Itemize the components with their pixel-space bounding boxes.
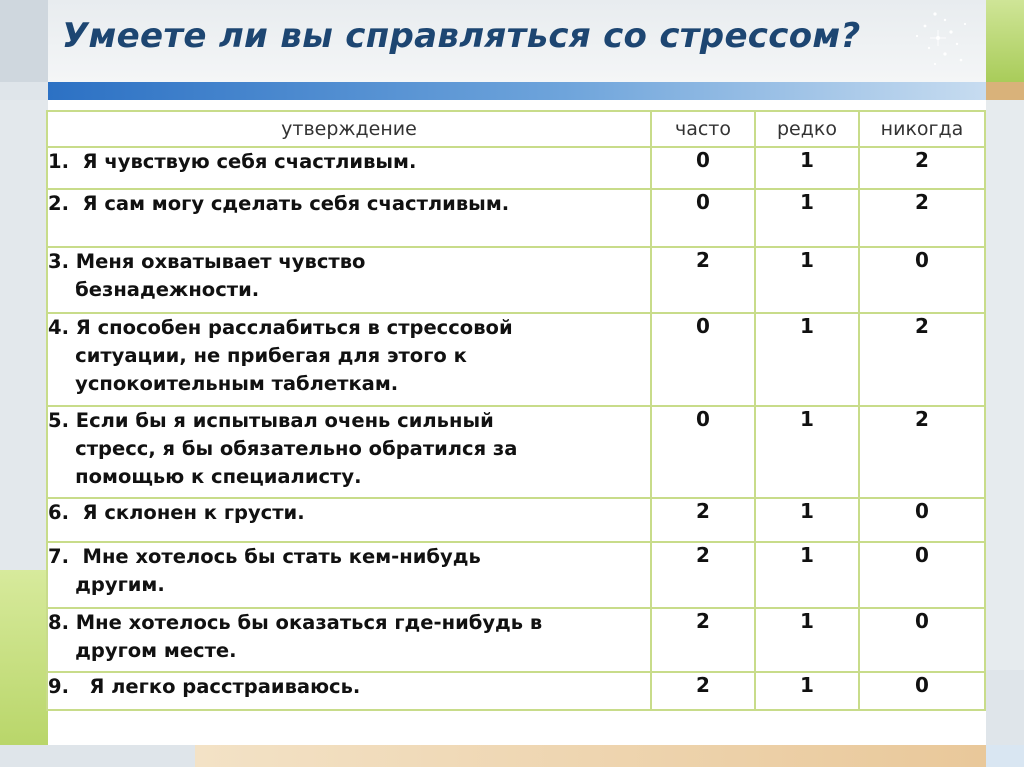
table-row	[47, 189, 985, 247]
often-cell: 0	[651, 313, 755, 406]
header-rarely: редко	[755, 111, 859, 147]
table-row	[47, 542, 985, 608]
bottom-decor-bar	[195, 745, 986, 767]
table-row	[47, 147, 985, 189]
rarely-cell: 1	[755, 247, 859, 313]
statement-cell: 6. Я склонен к грусти.	[47, 498, 651, 542]
never-cell: 0	[859, 498, 985, 542]
sparkle-icon	[905, 6, 975, 76]
table-row	[47, 247, 985, 313]
right-decor-strip	[986, 0, 1024, 767]
never-cell: 2	[859, 313, 985, 406]
often-cell: 0	[651, 147, 755, 189]
table-row	[47, 672, 985, 710]
table-header-row	[47, 111, 985, 147]
never-cell: 0	[859, 542, 985, 608]
never-cell: 2	[859, 189, 985, 247]
header-statement: утверждение	[47, 111, 651, 147]
table-row	[47, 498, 985, 542]
rarely-cell: 1	[755, 406, 859, 498]
never-cell: 0	[859, 672, 985, 710]
often-cell: 0	[651, 406, 755, 498]
table-row	[47, 406, 985, 498]
rarely-cell: 1	[755, 189, 859, 247]
header-never: никогда	[859, 111, 985, 147]
never-cell: 2	[859, 406, 985, 498]
rarely-cell: 1	[755, 672, 859, 710]
often-cell: 2	[651, 247, 755, 313]
bottom-decor-left	[48, 745, 195, 767]
never-cell: 2	[859, 147, 985, 189]
never-cell: 0	[859, 608, 985, 672]
never-cell: 0	[859, 247, 985, 313]
statement-cell: 9. Я легко расстраиваюсь.	[47, 672, 651, 710]
statement-cell: 2. Я сам могу сделать себя счастливым.	[47, 189, 651, 247]
accent-bar	[48, 82, 986, 100]
left-decor-strip	[0, 0, 48, 767]
rarely-cell: 1	[755, 498, 859, 542]
statement-cell: 7. Мне хотелось бы стать кем-нибудь другим.	[47, 542, 651, 608]
rarely-cell: 1	[755, 147, 859, 189]
often-cell: 2	[651, 542, 755, 608]
header-often: часто	[651, 111, 755, 147]
page-title: Умеете ли вы справляться со стрессом?	[62, 16, 861, 56]
table-row	[47, 608, 985, 672]
often-cell: 2	[651, 672, 755, 710]
rarely-cell: 1	[755, 608, 859, 672]
often-cell: 0	[651, 189, 755, 247]
table-row	[47, 313, 985, 406]
statement-cell: 8. Мне хотелось бы оказаться где-нибудь в другом месте.	[47, 608, 651, 672]
statement-cell: 5. Если бы я испытывал очень сильный стресс, я бы обязательно обратился за помощью к специалисту.	[47, 406, 651, 498]
rarely-cell: 1	[755, 542, 859, 608]
often-cell: 2	[651, 498, 755, 542]
statement-cell: 4. Я способен расслабиться в стрессовой ситуации, не прибегая для этого к успокоительным таблеткам.	[47, 313, 651, 406]
statement-cell: 1. Я чувствую себя счастливым.	[47, 147, 651, 189]
often-cell: 2	[651, 608, 755, 672]
survey-table	[46, 110, 986, 711]
statement-cell: 3. Меня охватывает чувство безнадежности.	[47, 247, 651, 313]
rarely-cell: 1	[755, 313, 859, 406]
